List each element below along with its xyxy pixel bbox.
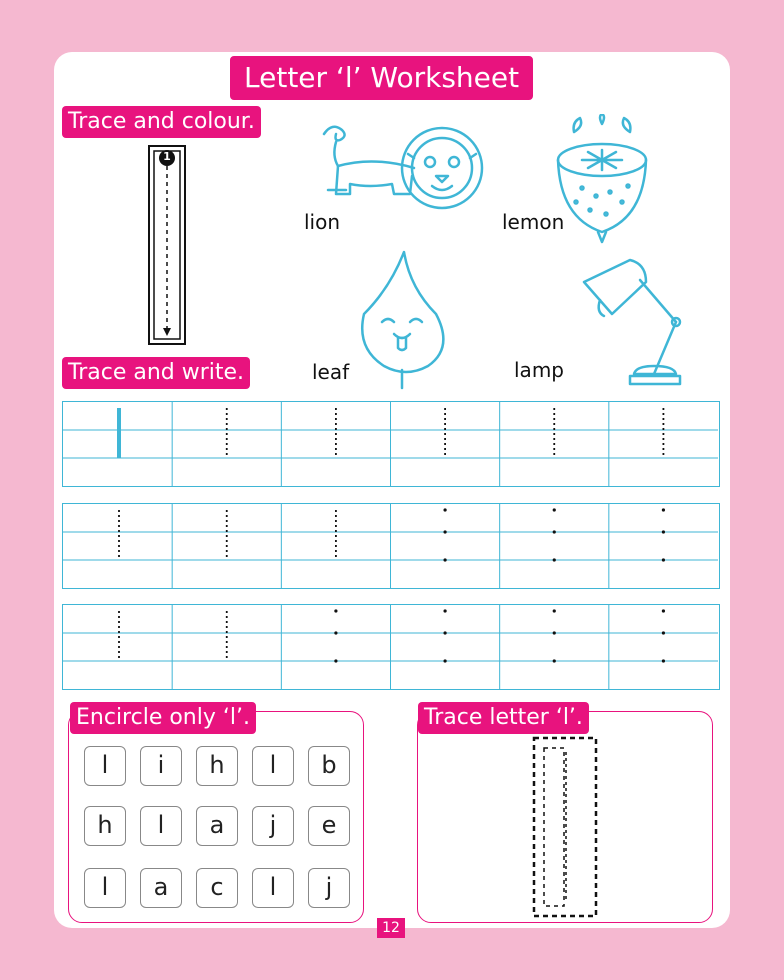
letter-cell[interactable]: h xyxy=(84,806,126,846)
lemon-icon xyxy=(552,114,652,244)
trace-letter-guide xyxy=(443,609,446,662)
lamp-icon xyxy=(580,256,690,392)
letter-cell[interactable]: j xyxy=(308,868,350,908)
lion-icon xyxy=(314,120,494,216)
letter-cell[interactable]: i xyxy=(140,746,182,786)
stroke-number: 1 xyxy=(163,150,171,163)
letter-cell[interactable]: l xyxy=(140,806,182,846)
picture-label-leaf: leaf xyxy=(312,360,350,384)
letter-cell[interactable]: h xyxy=(196,746,238,786)
picture-label-lion: lion xyxy=(304,210,341,234)
page-number: 12 xyxy=(377,918,405,938)
letter-cell[interactable]: l xyxy=(252,868,294,908)
writing-row[interactable] xyxy=(62,604,720,690)
trace-letter-guide xyxy=(662,609,665,662)
section-label-trace-letter: Trace letter ‘l’. xyxy=(418,702,589,734)
dashed-letter-trace[interactable] xyxy=(530,734,600,920)
letter-cell[interactable]: b xyxy=(308,746,350,786)
picture-label-lamp: lamp xyxy=(514,358,564,382)
trace-letter-guide xyxy=(553,508,556,561)
section-label-trace-colour: Trace and colour. xyxy=(62,106,261,138)
writing-row[interactable] xyxy=(62,503,720,589)
picture-label-lemon: lemon xyxy=(502,210,565,234)
page-title: Letter ‘l’ Worksheet xyxy=(230,56,533,100)
letter-cell[interactable]: a xyxy=(140,868,182,908)
trace-letter-guide xyxy=(662,508,665,561)
trace-letter-guide xyxy=(443,508,446,561)
letter-cell[interactable]: j xyxy=(252,806,294,846)
letter-cell[interactable]: l xyxy=(84,868,126,908)
leaf-icon xyxy=(350,248,450,394)
writing-row[interactable] xyxy=(62,401,720,487)
section-label-trace-write: Trace and write. xyxy=(62,357,250,389)
section-label-encircle: Encircle only ‘l’. xyxy=(70,702,256,734)
big-letter-trace[interactable] xyxy=(145,142,191,348)
letter-cell[interactable]: e xyxy=(308,806,350,846)
trace-letter-guide xyxy=(553,609,556,662)
letter-cell[interactable]: l xyxy=(84,746,126,786)
trace-letter-guide xyxy=(334,609,337,662)
letter-cell[interactable]: c xyxy=(196,868,238,908)
letter-cell[interactable]: l xyxy=(252,746,294,786)
letter-cell[interactable]: a xyxy=(196,806,238,846)
